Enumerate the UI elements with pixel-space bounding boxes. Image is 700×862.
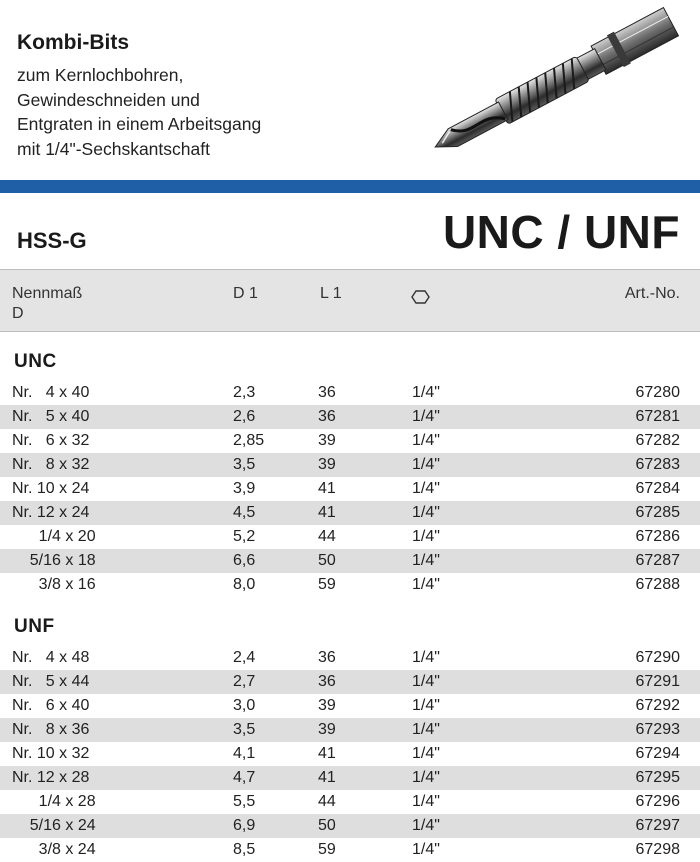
art-no-cell: 67293 — [635, 721, 680, 738]
hexagon-icon — [411, 290, 430, 304]
column-l1: L 1 — [320, 285, 342, 302]
l1-cell: 50 — [318, 817, 336, 834]
hex-cell: 1/4" — [412, 817, 440, 834]
hex-cell: 1/4" — [412, 576, 440, 593]
size-cell: Nr. 5 x 44 — [12, 673, 90, 690]
hex-cell: 1/4" — [412, 552, 440, 569]
l1-cell: 41 — [318, 745, 336, 762]
d1-cell: 8,5 — [233, 841, 256, 858]
table-row — [0, 838, 700, 862]
size-cell: Nr. 5 x 40 — [12, 408, 90, 425]
d1-cell: 2,3 — [233, 384, 256, 401]
l1-cell: 36 — [318, 649, 336, 666]
description-line: Entgraten in einem Arbeitsgang — [17, 114, 262, 134]
table-header — [0, 269, 700, 332]
l1-cell: 50 — [318, 552, 336, 569]
size-cell: Nr. 12 x 24 — [12, 504, 90, 521]
art-no-cell: 67285 — [635, 504, 680, 521]
art-no-cell: 67288 — [635, 576, 680, 593]
table-row — [0, 501, 700, 525]
table-row — [0, 405, 700, 429]
description-line: zum Kernlochbohren, — [17, 65, 184, 85]
size-cell: Nr. 6 x 40 — [12, 697, 90, 714]
thread-standard-label: UNC / UNF — [442, 206, 680, 258]
d1-cell: 5,2 — [233, 528, 256, 545]
size-cell: Nr. 4 x 48 — [12, 649, 90, 666]
hex-cell: 1/4" — [412, 793, 440, 810]
d1-cell: 2,85 — [233, 432, 265, 449]
section-title-unc: UNC — [14, 351, 57, 372]
hex-cell: 1/4" — [412, 673, 440, 690]
size-cell: 5/16 x 18 — [12, 552, 96, 569]
size-cell: 3/8 x 16 — [12, 576, 96, 593]
l1-cell: 39 — [318, 697, 336, 714]
d1-cell: 8,0 — [233, 576, 256, 593]
table-row — [0, 694, 700, 718]
d1-cell: 4,5 — [233, 504, 256, 521]
table-row — [0, 525, 700, 549]
hex-cell: 1/4" — [412, 528, 440, 545]
table-row — [0, 429, 700, 453]
size-cell: Nr. 8 x 32 — [12, 456, 90, 473]
accent-bar — [0, 180, 700, 193]
l1-cell: 59 — [318, 841, 336, 858]
d1-cell: 6,6 — [233, 552, 256, 569]
art-no-cell: 67283 — [635, 456, 680, 473]
l1-cell: 44 — [318, 793, 336, 810]
art-no-cell: 67298 — [635, 841, 680, 858]
art-no-cell: 67292 — [635, 697, 680, 714]
art-no-cell: 67291 — [635, 673, 680, 690]
table-row — [0, 814, 700, 838]
d1-cell: 6,9 — [233, 817, 256, 834]
column-d1: D 1 — [233, 285, 258, 302]
table-row — [0, 742, 700, 766]
description-line: mit 1/4"-Sechskantschaft — [17, 138, 210, 159]
l1-cell: 41 — [318, 769, 336, 786]
size-cell: Nr. 8 x 36 — [12, 721, 90, 738]
section-title-unf: UNF — [14, 616, 55, 637]
hex-cell: 1/4" — [412, 721, 440, 738]
table-row — [0, 790, 700, 814]
size-cell: Nr. 10 x 24 — [12, 480, 90, 497]
d1-cell: 3,9 — [233, 480, 256, 497]
table-row — [0, 718, 700, 742]
product-description — [17, 63, 261, 161]
art-no-cell: 67286 — [635, 528, 680, 545]
material-label: HSS-G — [17, 228, 87, 253]
table-row — [0, 549, 700, 573]
art-no-cell: 67287 — [635, 552, 680, 569]
table-row — [0, 670, 700, 694]
size-cell: 5/16 x 24 — [12, 817, 96, 834]
column-size: Nennmaß D — [12, 285, 83, 322]
art-no-cell: 67297 — [635, 817, 680, 834]
column-art-no: Art.-No. — [624, 285, 680, 302]
table-row — [0, 453, 700, 477]
table-row — [0, 381, 700, 405]
hex-cell: 1/4" — [412, 841, 440, 858]
d1-cell: 4,7 — [233, 769, 256, 786]
size-cell: Nr. 4 x 40 — [12, 384, 90, 401]
table-row — [0, 766, 700, 790]
product-title: Kombi-Bits — [17, 31, 129, 54]
table-row — [0, 477, 700, 501]
l1-cell: 39 — [318, 721, 336, 738]
l1-cell: 39 — [318, 456, 336, 473]
l1-cell: 36 — [318, 673, 336, 690]
hex-cell: 1/4" — [412, 456, 440, 473]
hex-cell: 1/4" — [412, 432, 440, 449]
d1-cell: 2,7 — [233, 673, 256, 690]
l1-cell: 41 — [318, 480, 336, 497]
description-line: Gewindeschneiden und — [17, 89, 200, 110]
hex-cell: 1/4" — [412, 504, 440, 521]
d1-cell: 3,5 — [233, 456, 256, 473]
table-row — [0, 646, 700, 670]
art-no-cell: 67281 — [635, 408, 680, 425]
hex-cell: 1/4" — [412, 697, 440, 714]
table-row — [0, 573, 700, 597]
hex-cell: 1/4" — [412, 745, 440, 762]
art-no-cell: 67295 — [635, 769, 680, 786]
size-cell: 1/4 x 28 — [12, 793, 96, 810]
header — [0, 0, 700, 180]
l1-cell: 39 — [318, 432, 336, 449]
hex-cell: 1/4" — [412, 384, 440, 401]
l1-cell: 41 — [318, 504, 336, 521]
size-cell: Nr. 10 x 32 — [12, 745, 90, 762]
d1-cell: 4,1 — [233, 745, 256, 762]
art-no-cell: 67280 — [635, 384, 680, 401]
size-cell: Nr. 6 x 32 — [12, 432, 90, 449]
d1-cell: 2,4 — [233, 649, 256, 666]
l1-cell: 36 — [318, 408, 336, 425]
art-no-cell: 67284 — [635, 480, 680, 497]
l1-cell: 44 — [318, 528, 336, 545]
hex-cell: 1/4" — [412, 769, 440, 786]
d1-cell: 3,0 — [233, 697, 256, 714]
art-no-cell: 67296 — [635, 793, 680, 810]
art-no-cell: 67294 — [635, 745, 680, 762]
art-no-cell: 67282 — [635, 432, 680, 449]
l1-cell: 36 — [318, 384, 336, 401]
size-cell: Nr. 12 x 28 — [12, 769, 90, 786]
hex-cell: 1/4" — [412, 408, 440, 425]
d1-cell: 3,5 — [233, 721, 256, 738]
hex-cell: 1/4" — [412, 480, 440, 497]
drill-tap-bit-image — [400, 6, 696, 156]
size-cell: 1/4 x 20 — [12, 528, 96, 545]
d1-cell: 2,6 — [233, 408, 256, 425]
d1-cell: 5,5 — [233, 793, 256, 810]
art-no-cell: 67290 — [635, 649, 680, 666]
size-cell: 3/8 x 24 — [12, 841, 96, 858]
l1-cell: 59 — [318, 576, 336, 593]
hex-cell: 1/4" — [412, 649, 440, 666]
